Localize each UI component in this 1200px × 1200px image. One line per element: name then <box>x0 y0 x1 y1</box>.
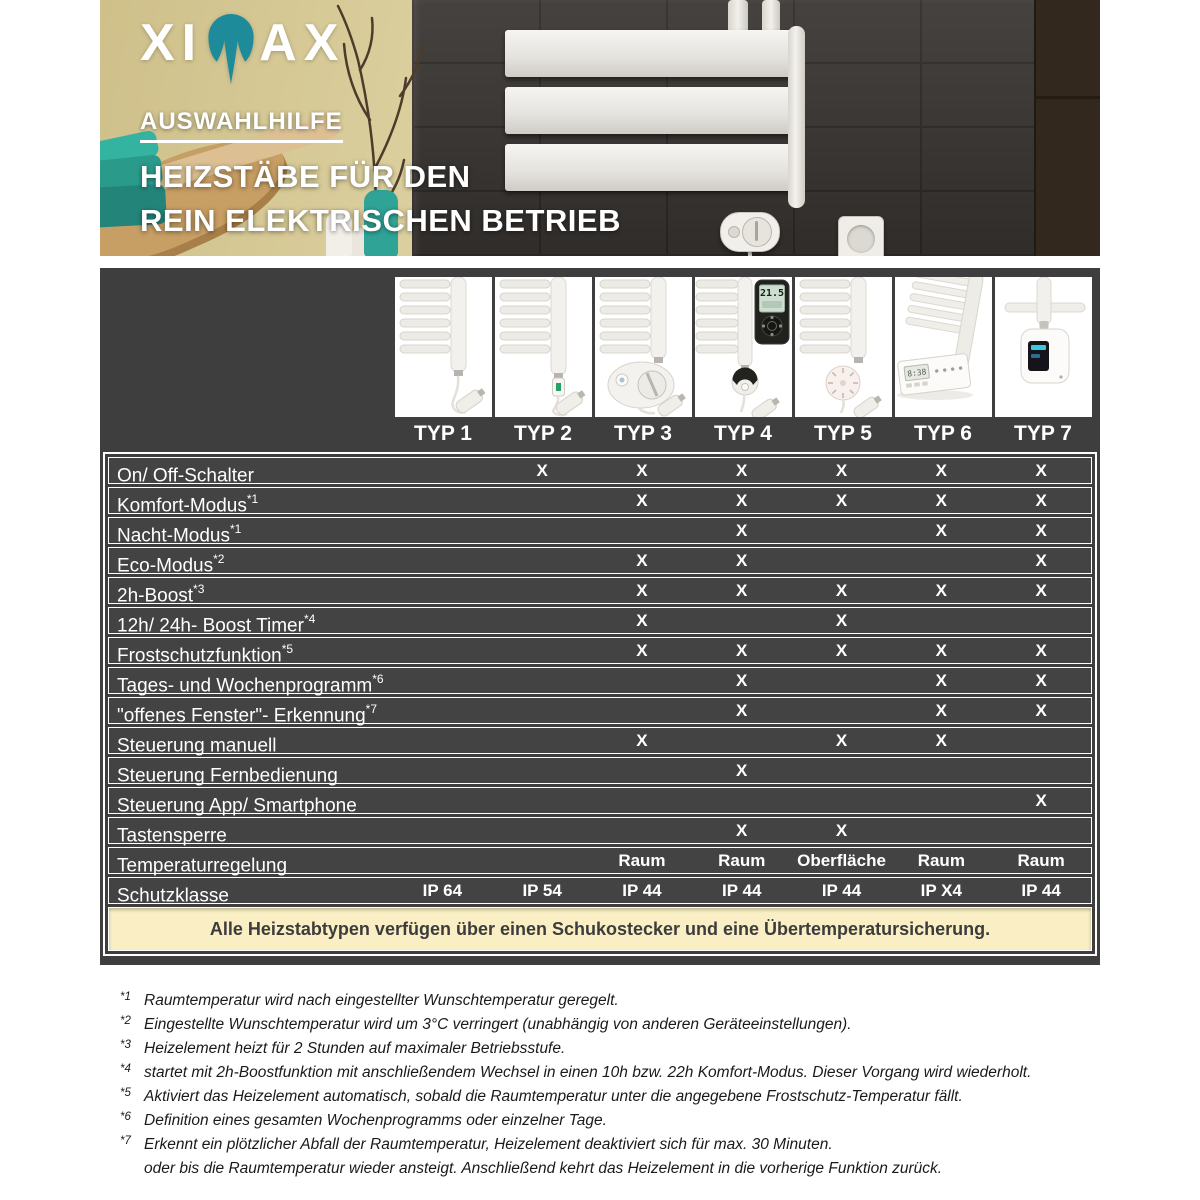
product-photo-typ-7 <box>995 277 1092 417</box>
controller-button <box>728 226 740 238</box>
feature-label-text: Steuerung Fernbedienung <box>117 765 338 787</box>
wall-socket <box>838 216 884 256</box>
comparison-table <box>103 452 1097 956</box>
column-header-typ-4: TYP 4 <box>714 422 772 445</box>
feature-cell: X <box>1035 491 1047 510</box>
footnote <box>120 1086 1100 1110</box>
feature-cell: X <box>835 611 848 630</box>
feature-label <box>109 548 392 577</box>
feature-label-text: Komfort-Modus <box>117 495 247 517</box>
ximax-logo <box>140 14 621 86</box>
footnote-text: Erkennt ein plötzlicher Abfall der Raumtemperatur, Heizelement deaktiviert sich für max. 30 Minuten. <box>144 1136 833 1153</box>
table-row <box>108 607 1092 637</box>
feature-label-text: Tages- und Wochenprogramm <box>117 675 373 697</box>
feature-cell <box>692 608 792 633</box>
footnote-text: Heizelement heizt für 2 Stunden auf maximaler Betriebsstufe. <box>144 1040 566 1057</box>
table-row <box>108 757 1092 787</box>
wall-socket-inner <box>847 225 875 253</box>
feature-cell <box>392 848 492 873</box>
svg-text:8:38: 8:38 <box>906 367 927 379</box>
feature-cell <box>392 638 492 663</box>
feature-cell: IP 44 <box>722 881 762 900</box>
feature-cell <box>492 728 592 753</box>
column-header-row <box>100 418 1100 450</box>
feature-cell: X <box>736 701 748 720</box>
feature-cell: X <box>1035 701 1047 720</box>
feature-cell: X <box>1035 521 1047 540</box>
table-row <box>108 697 1092 727</box>
radiator-pipe <box>728 0 748 34</box>
feature-cell: X <box>1035 641 1047 660</box>
feature-cell: X <box>636 461 648 480</box>
feature-label-text: Frostschutzfunktion <box>117 645 282 667</box>
feature-cell: X <box>835 461 848 480</box>
feature-label <box>109 818 392 847</box>
feature-cell: X <box>835 581 848 600</box>
feature-cell <box>492 638 592 663</box>
feature-cell <box>492 608 592 633</box>
feature-cell: X <box>835 821 848 840</box>
table-row <box>108 817 1092 847</box>
feature-label-text: Steuerung App/ Smartphone <box>117 795 357 817</box>
feature-label <box>109 638 392 667</box>
feature-label-text: Steuerung manuell <box>117 735 277 757</box>
logo-letters-right: AX <box>259 14 346 72</box>
feature-label <box>109 698 392 727</box>
feature-cell <box>792 518 892 543</box>
feature-label <box>109 458 392 487</box>
feature-cell <box>592 788 692 813</box>
feature-cell <box>392 788 492 813</box>
feature-cell <box>392 668 492 693</box>
footnote-marker: *4 <box>120 1063 131 1075</box>
feature-cell <box>592 668 692 693</box>
logo-letters-left: XI <box>140 14 204 72</box>
feature-label <box>109 518 392 547</box>
footnote <box>120 1110 1100 1134</box>
footnote-marker <box>120 1154 144 1178</box>
feature-cell <box>991 758 1091 783</box>
feature-cell <box>392 548 492 573</box>
feature-cell: IP 44 <box>622 881 662 900</box>
footnote <box>120 1134 1100 1158</box>
feature-cell: X <box>835 731 848 750</box>
feature-cell <box>592 698 692 723</box>
feature-label-text: Temperaturregelung <box>117 855 288 877</box>
feature-cell: IP 44 <box>1021 881 1061 900</box>
comparison-panel <box>100 268 1100 965</box>
feature-cell <box>392 458 492 483</box>
feature-label <box>109 608 392 637</box>
feature-cell: X <box>736 821 748 840</box>
column-header-typ-5: TYP 5 <box>814 422 872 445</box>
feature-cell <box>492 488 592 513</box>
feature-cell: IP 64 <box>422 881 463 900</box>
column-header-typ-6: TYP 6 <box>914 422 972 445</box>
hero-title-line2: REIN ELEKTRISCHEN BETRIEB <box>140 203 621 238</box>
footnote-marker: *5 <box>120 1087 131 1099</box>
footnote-text: startet mit 2h-Boostfunktion mit anschließendem Wechsel in einen 10h bzw. 22h Komfort-Modus. Dieser Vorgang wird wiederholt. <box>144 1064 1032 1081</box>
feature-cell <box>392 608 492 633</box>
feature-rows <box>108 457 1092 907</box>
feature-cell <box>492 758 592 783</box>
feature-cell <box>392 818 492 843</box>
table-row <box>108 637 1092 667</box>
feature-cell <box>991 818 1091 843</box>
feature-cell: IP 54 <box>522 881 562 900</box>
feature-label-footnote-ref: *7 <box>365 702 378 716</box>
feature-cell <box>792 698 892 723</box>
feature-label-footnote-ref: *5 <box>281 642 294 656</box>
feature-label <box>109 848 392 877</box>
hero-text-block <box>140 14 621 243</box>
footnote-marker: *2 <box>120 1015 131 1027</box>
feature-label-text: 2h-Boost <box>117 585 194 607</box>
feature-cell <box>891 548 991 573</box>
feature-cell: X <box>1035 791 1047 810</box>
feature-cell: X <box>935 491 947 510</box>
heating-element-controller <box>720 212 780 252</box>
footnote-text: Aktiviert das Heizelement automatisch, sobald die Raumtemperatur unter die angegebene Frostschutz-Temperatur fällt. <box>144 1088 963 1105</box>
feature-cell: X <box>636 731 648 750</box>
feature-label-footnote-ref: *1 <box>246 492 259 506</box>
footnote <box>120 990 1100 1014</box>
feature-cell <box>592 758 692 783</box>
feature-cell: X <box>636 611 648 630</box>
feature-cell <box>492 698 592 723</box>
feature-cell: X <box>935 701 947 720</box>
hero-title-line1: HEIZSTÄBE FÜR DEN <box>140 159 471 194</box>
feature-label <box>109 728 392 757</box>
feature-label-text: Eco-Modus <box>117 555 214 577</box>
feature-cell <box>392 578 492 603</box>
feature-cell <box>492 518 592 543</box>
feature-cell: X <box>736 671 748 690</box>
feature-label-text: 12h/ 24h- Boost Timer <box>117 615 304 637</box>
table-row <box>108 547 1092 577</box>
feature-cell: X <box>536 461 548 480</box>
table-row <box>108 457 1092 487</box>
svg-text:21.5: 21.5 <box>759 288 785 299</box>
feature-cell <box>692 728 792 753</box>
feature-cell: Oberfläche <box>797 851 886 870</box>
feature-cell <box>392 728 492 753</box>
feature-cell <box>592 818 692 843</box>
table-row <box>108 877 1092 907</box>
product-photo-typ-5 <box>795 277 892 417</box>
feature-cell: Raum <box>1017 851 1065 870</box>
feature-label-text: Nacht-Modus <box>117 525 230 547</box>
hero-kicker: AUSWAHLHILFE <box>140 108 343 143</box>
feature-cell <box>891 788 991 813</box>
cabinet-background <box>1034 0 1100 256</box>
radiator-pipe <box>762 0 780 34</box>
table-row <box>108 727 1092 757</box>
feature-cell: X <box>736 641 748 660</box>
table-row <box>108 517 1092 547</box>
product-photo-typ-3 <box>595 277 692 417</box>
feature-cell: X <box>935 731 947 750</box>
radiator-collector-tube <box>788 26 805 208</box>
feature-label <box>109 878 392 907</box>
feature-cell <box>492 788 592 813</box>
feature-label-footnote-ref: *2 <box>213 552 225 566</box>
table-row <box>108 787 1092 817</box>
feature-label-footnote-ref: *6 <box>372 672 384 686</box>
ximax-m-drop-icon <box>204 14 258 86</box>
feature-cell: Raum <box>917 851 965 870</box>
feature-label-footnote-ref: *3 <box>193 582 205 596</box>
table-row <box>108 577 1092 607</box>
feature-cell: X <box>935 671 947 690</box>
feature-cell <box>392 488 492 513</box>
feature-cell <box>392 758 492 783</box>
feature-cell: X <box>636 581 648 600</box>
footnote <box>120 1038 1100 1062</box>
feature-cell: X <box>736 551 748 570</box>
info-banner: Alle Heizstabtypen verfügen über einen Schukostecker und eine Übertemperatursicherung. <box>108 907 1092 951</box>
feature-label-text: Tastensperre <box>117 825 227 847</box>
footnote-marker: *1 <box>120 991 131 1003</box>
feature-cell: X <box>935 461 947 480</box>
feature-cell: Raum <box>718 851 766 870</box>
footnote-text: Raumtemperatur wird nach eingestellter Wunschtemperatur geregelt. <box>144 992 619 1009</box>
feature-cell <box>492 548 592 573</box>
feature-cell: X <box>736 761 748 780</box>
column-header-typ-2: TYP 2 <box>514 422 572 445</box>
hero-title <box>140 155 621 243</box>
feature-cell: IP X4 <box>920 881 962 900</box>
feature-label <box>109 668 392 697</box>
feature-cell <box>891 758 991 783</box>
footnote-text: Definition eines gesamten Wochenprogramms oder einzelner Tage. <box>144 1112 607 1129</box>
footnote-marker: *7 <box>120 1135 131 1147</box>
feature-cell: X <box>1035 581 1047 600</box>
feature-cell <box>991 728 1091 753</box>
feature-label-footnote-ref: *1 <box>230 522 242 536</box>
feature-label <box>109 578 392 607</box>
feature-label <box>109 758 392 787</box>
footnotes-section <box>120 990 1100 1182</box>
feature-cell: X <box>636 641 648 660</box>
footnote-marker: *6 <box>120 1111 131 1123</box>
feature-cell: X <box>835 641 848 660</box>
column-header-typ-7: TYP 7 <box>1014 422 1072 445</box>
feature-cell: X <box>935 641 947 660</box>
table-row <box>108 487 1092 517</box>
feature-cell <box>991 608 1091 633</box>
feature-cell: X <box>736 461 748 480</box>
feature-cell: X <box>1035 461 1047 480</box>
feature-cell <box>792 758 892 783</box>
product-photo-typ-2 <box>495 277 592 417</box>
feature-label-footnote-ref: *4 <box>303 612 316 626</box>
feature-cell: X <box>636 551 648 570</box>
feature-cell: X <box>835 491 848 510</box>
feature-cell <box>792 788 892 813</box>
feature-cell: X <box>935 521 947 540</box>
feature-cell: X <box>736 521 748 540</box>
feature-label <box>109 488 392 517</box>
feature-cell: X <box>736 491 748 510</box>
table-row <box>108 667 1092 697</box>
feature-cell <box>792 668 892 693</box>
feature-cell <box>492 848 592 873</box>
feature-label-text: "offenes Fenster"- Erkennung <box>117 705 366 727</box>
feature-cell <box>792 548 892 573</box>
feature-cell <box>492 668 592 693</box>
hero-banner <box>100 0 1100 256</box>
footnote <box>120 1158 1100 1182</box>
product-photo-typ-4 <box>695 277 792 417</box>
product-photo-typ-6 <box>895 277 992 417</box>
feature-cell <box>692 788 792 813</box>
product-photo-typ-1 <box>395 277 492 417</box>
footnote <box>120 1062 1100 1086</box>
feature-cell <box>891 608 991 633</box>
feature-label-text: On/ Off-Schalter <box>117 465 254 487</box>
feature-label-text: Schutzklasse <box>117 885 229 907</box>
controller-dial <box>742 217 772 247</box>
feature-label <box>109 788 392 817</box>
feature-cell <box>592 518 692 543</box>
feature-cell: X <box>1035 551 1047 570</box>
footnote-text: Eingestellte Wunschtemperatur wird um 3°C verringert (unabhängig von anderen Geräteeinstellungen). <box>144 1016 852 1033</box>
feature-cell: X <box>1035 671 1047 690</box>
feature-cell <box>392 518 492 543</box>
feature-cell <box>891 818 991 843</box>
footnote <box>120 1014 1100 1038</box>
feature-cell: X <box>935 581 947 600</box>
table-row <box>108 847 1092 877</box>
feature-cell: IP 44 <box>821 881 862 900</box>
column-header-typ-1: TYP 1 <box>414 422 472 445</box>
footnote-text: oder bis die Raumtemperatur wieder ansteigt. Anschließend kehrt das Heizelement in die vorherige Funktion zurück. <box>144 1160 943 1177</box>
feature-cell: X <box>736 581 748 600</box>
feature-cell <box>392 698 492 723</box>
column-header-typ-3: TYP 3 <box>614 422 672 445</box>
feature-cell <box>492 578 592 603</box>
feature-cell: Raum <box>618 851 666 870</box>
feature-cell <box>492 818 592 843</box>
feature-cell: X <box>636 491 648 510</box>
footnote-marker: *3 <box>120 1039 131 1051</box>
